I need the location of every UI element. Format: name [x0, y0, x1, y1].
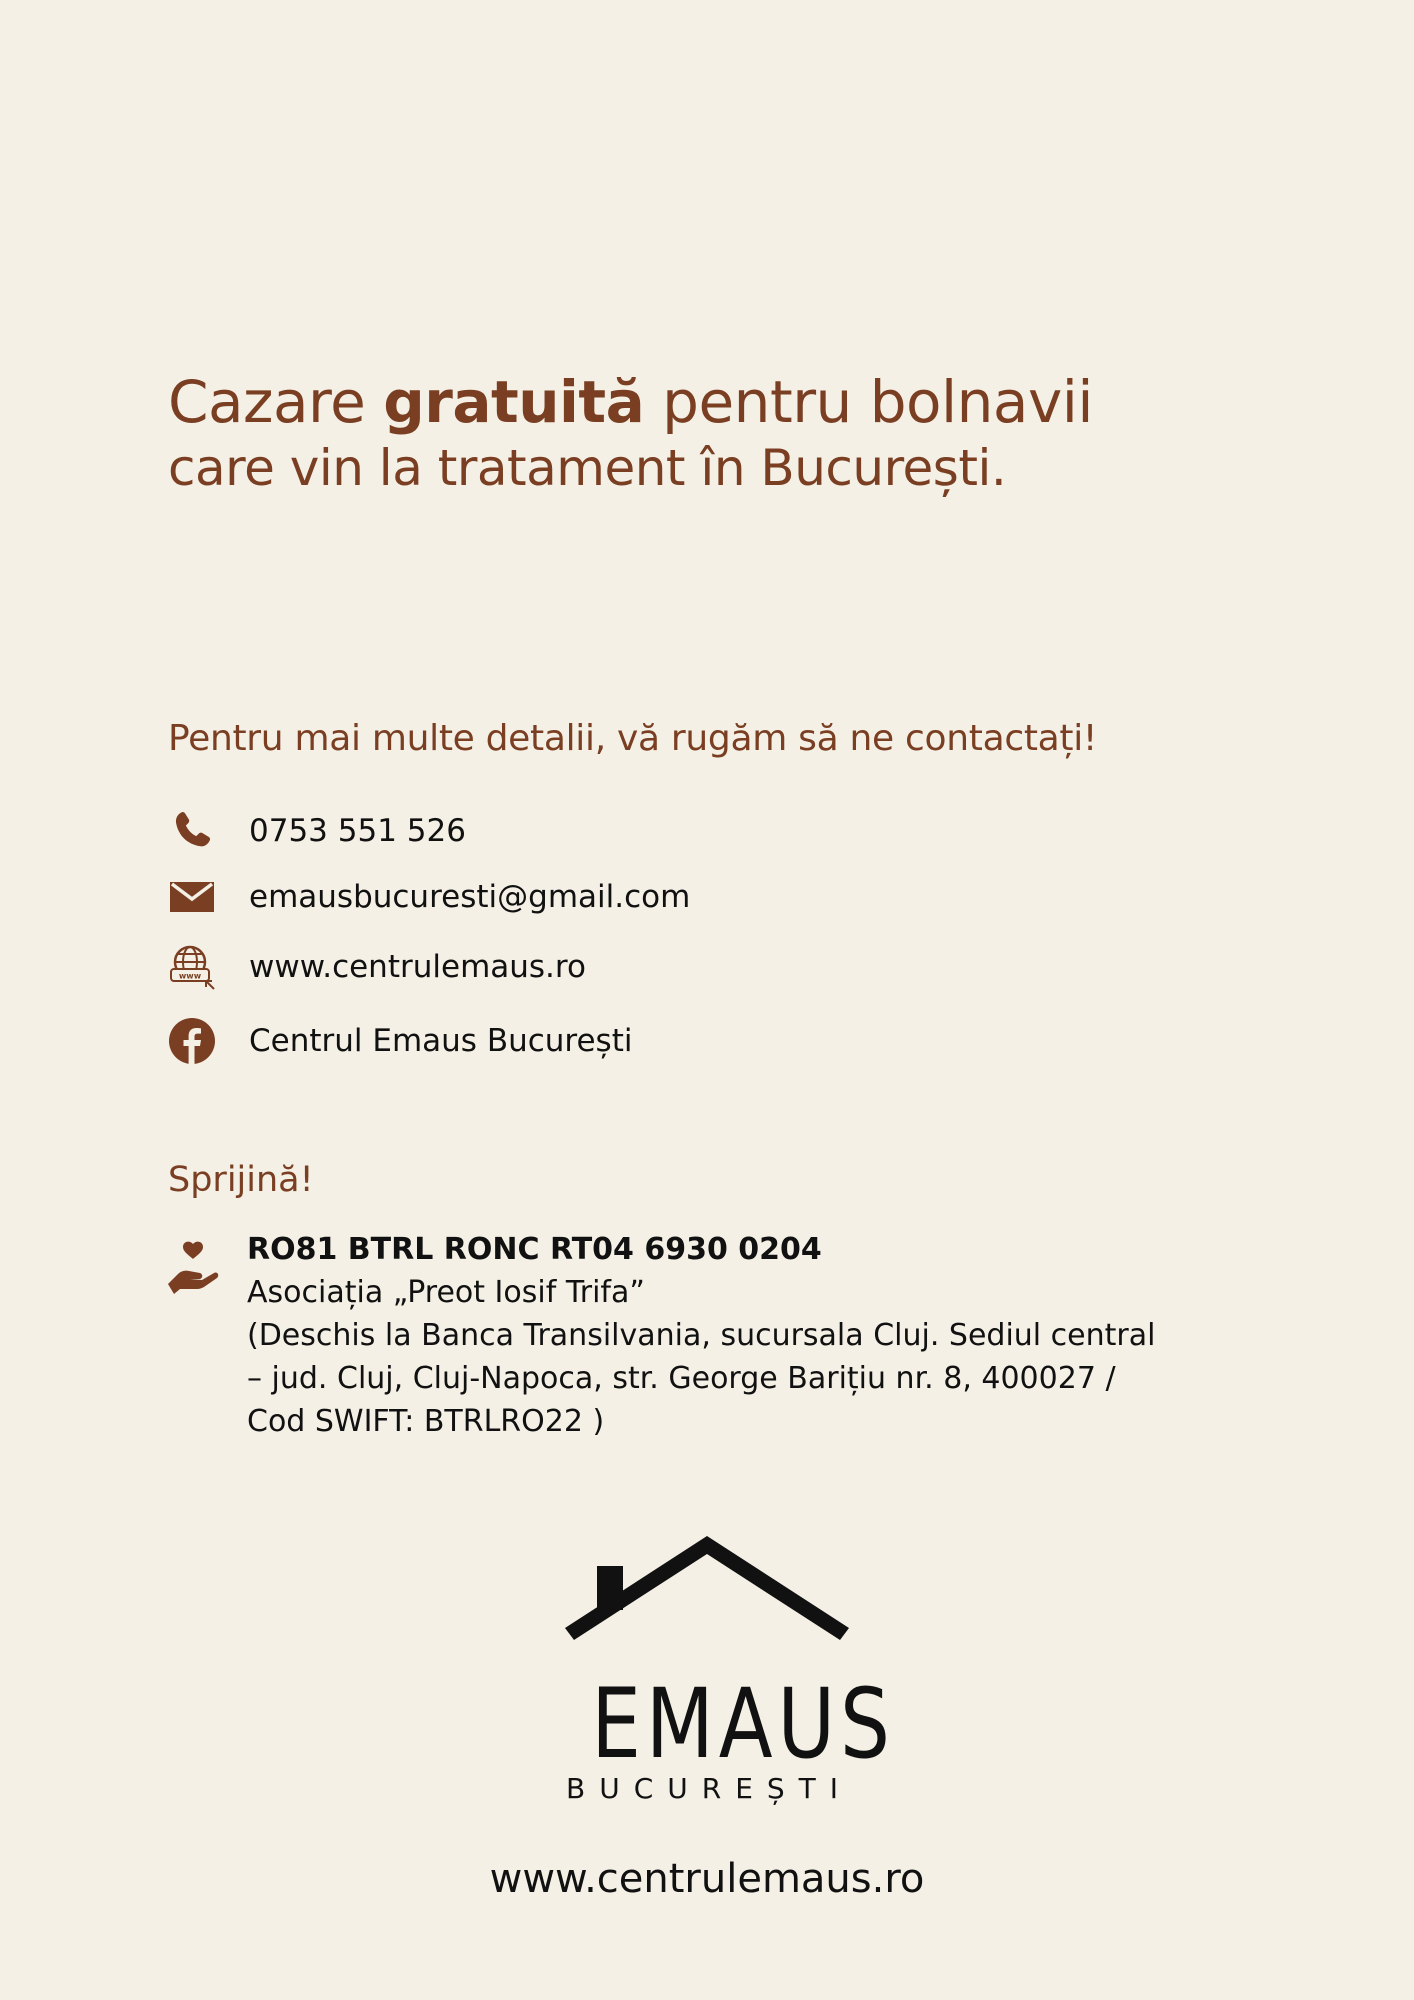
- phone-icon: [168, 807, 216, 855]
- contact-facebook[interactable]: [168, 1016, 633, 1066]
- headline-line-2: care vin la tratament în București.: [168, 439, 1007, 497]
- association-name: Asociația „Preot Iosif Trifa”: [247, 1275, 645, 1310]
- headline: [168, 368, 1093, 500]
- logo-wordmark: EMAUS: [591, 1668, 895, 1780]
- contact-website[interactable]: [168, 942, 586, 992]
- bank-details-line-2: – jud. Cluj, Cluj-Napoca, str. George Barițiu nr. 8, 400027 /: [247, 1361, 1116, 1396]
- heart-hand-icon: [166, 1240, 222, 1296]
- phone-number: 0753 551 526: [249, 813, 466, 849]
- contact-email[interactable]: [168, 872, 691, 922]
- envelope-icon: [168, 873, 216, 921]
- headline-line-1: [168, 368, 1093, 436]
- contact-heading: Pentru mai multe detalii, vă rugăm să ne contactați!: [168, 718, 1098, 759]
- contact-phone[interactable]: [168, 806, 466, 856]
- email-address: emausbucuresti@gmail.com: [249, 879, 691, 915]
- donation-details: [247, 1228, 1155, 1443]
- iban: RO81 BTRL RONC RT04 6930 0204: [247, 1232, 822, 1267]
- website-link: www.centrulemaus.ro: [249, 949, 586, 985]
- bank-details-line-3: Cod SWIFT: BTRLRO22 ): [247, 1404, 605, 1439]
- facebook-page: Centrul Emaus București: [249, 1023, 633, 1059]
- logo-subtitle: BUCUREȘTI: [566, 1772, 853, 1805]
- svg-text:www: www: [178, 971, 202, 981]
- bank-details-line-1: (Deschis la Banca Transilvania, sucursala Cluj. Sediul central: [247, 1318, 1156, 1353]
- footer-website[interactable]: www.centrulemaus.ro: [489, 1856, 925, 1902]
- facebook-icon: [168, 1017, 216, 1065]
- headline-post: pentru bolnavii: [644, 368, 1093, 436]
- support-heading: Sprijină!: [168, 1160, 314, 1200]
- globe-www-icon: [168, 943, 216, 991]
- headline-pre: Cazare: [168, 368, 384, 436]
- headline-bold: gratuită: [383, 368, 645, 436]
